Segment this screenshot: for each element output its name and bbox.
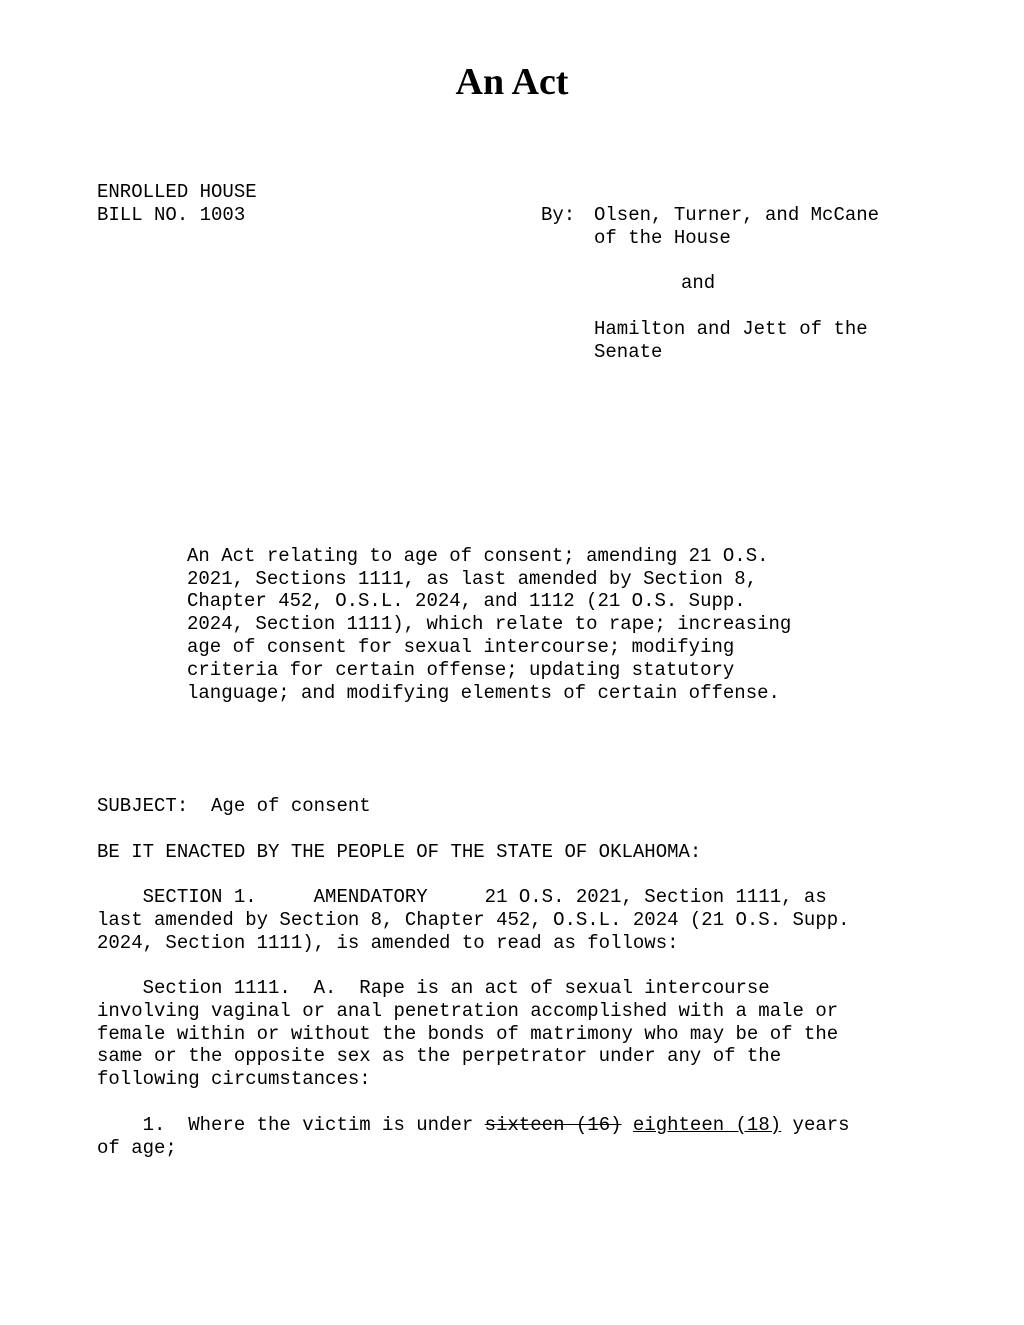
item-1-prefix: 1. Where the victim is under bbox=[97, 1114, 485, 1136]
struck-text: sixteen (16) bbox=[484, 1114, 622, 1136]
summary-line: criteria for certain offense; updating statutory bbox=[187, 658, 735, 681]
bill-number bbox=[97, 181, 257, 227]
section-body-line: Section 1111. A. Rape is an act of sexual intercourse bbox=[97, 977, 770, 999]
summary-line: 2024, Section 1111), which relate to rape; increasing bbox=[187, 613, 792, 636]
section-header-line: SECTION 1. AMENDATORY 21 O.S. 2021, Section 1111, as bbox=[97, 886, 827, 908]
sponsor-list bbox=[594, 204, 879, 364]
section-body-line: female within or without the bonds of matrimony who may be of the bbox=[97, 1022, 839, 1045]
section-header-line: last amended by Section 8, Chapter 452, O.S.L. 2024 (21 O.S. Supp. bbox=[97, 908, 850, 931]
item-1-suffix: years bbox=[781, 1114, 850, 1136]
document-title: An Act bbox=[455, 61, 569, 103]
summary-line: language; and modifying elements of certain offense. bbox=[187, 681, 780, 704]
section-body-line: involving vaginal or anal penetration accomplished with a male or bbox=[97, 999, 839, 1022]
senate-sponsors-line-2: Senate bbox=[594, 340, 663, 363]
summary-line: Chapter 452, O.S.L. 2024, and 1112 (21 O.S. Supp. bbox=[187, 590, 746, 613]
item-1-paragraph bbox=[97, 1114, 850, 1160]
bill-number-line-1: ENROLLED HOUSE bbox=[97, 181, 257, 203]
house-sponsors-line-1: Olsen, Turner, and McCane bbox=[594, 204, 880, 226]
summary-line: An Act relating to age of consent; amending 21 O.S. bbox=[187, 544, 769, 567]
subject-line: SUBJECT: Age of consent bbox=[97, 795, 371, 817]
item-1-continuation: of age; bbox=[97, 1136, 177, 1159]
section-1-header bbox=[97, 886, 850, 954]
enacting-clause: BE IT ENACTED BY THE PEOPLE OF THE STATE OF OKLAHOMA: bbox=[97, 841, 702, 863]
senate-sponsors-line-1: Hamilton and Jett of the bbox=[594, 317, 868, 340]
sponsor-conjunction: and bbox=[681, 272, 716, 295]
section-header-line: 2024, Section 1111), is amended to read as follows: bbox=[97, 931, 679, 954]
sponsor-by-label: By: bbox=[541, 204, 576, 226]
house-sponsors-line-2: of the House bbox=[594, 226, 731, 249]
section-body-line: same or the opposite sex as the perpetrator under any of the bbox=[97, 1045, 782, 1068]
act-summary bbox=[187, 522, 791, 704]
section-body-line: following circumstances: bbox=[97, 1068, 371, 1091]
bill-number-line-2: BILL NO. 1003 bbox=[97, 203, 246, 226]
section-1111-text bbox=[97, 977, 838, 1091]
summary-line: age of consent for sexual intercourse; modifying bbox=[187, 635, 735, 658]
inserted-text: eighteen (18) bbox=[632, 1114, 782, 1136]
summary-line: 2021, Sections 1111, as last amended by Section 8, bbox=[187, 567, 758, 590]
